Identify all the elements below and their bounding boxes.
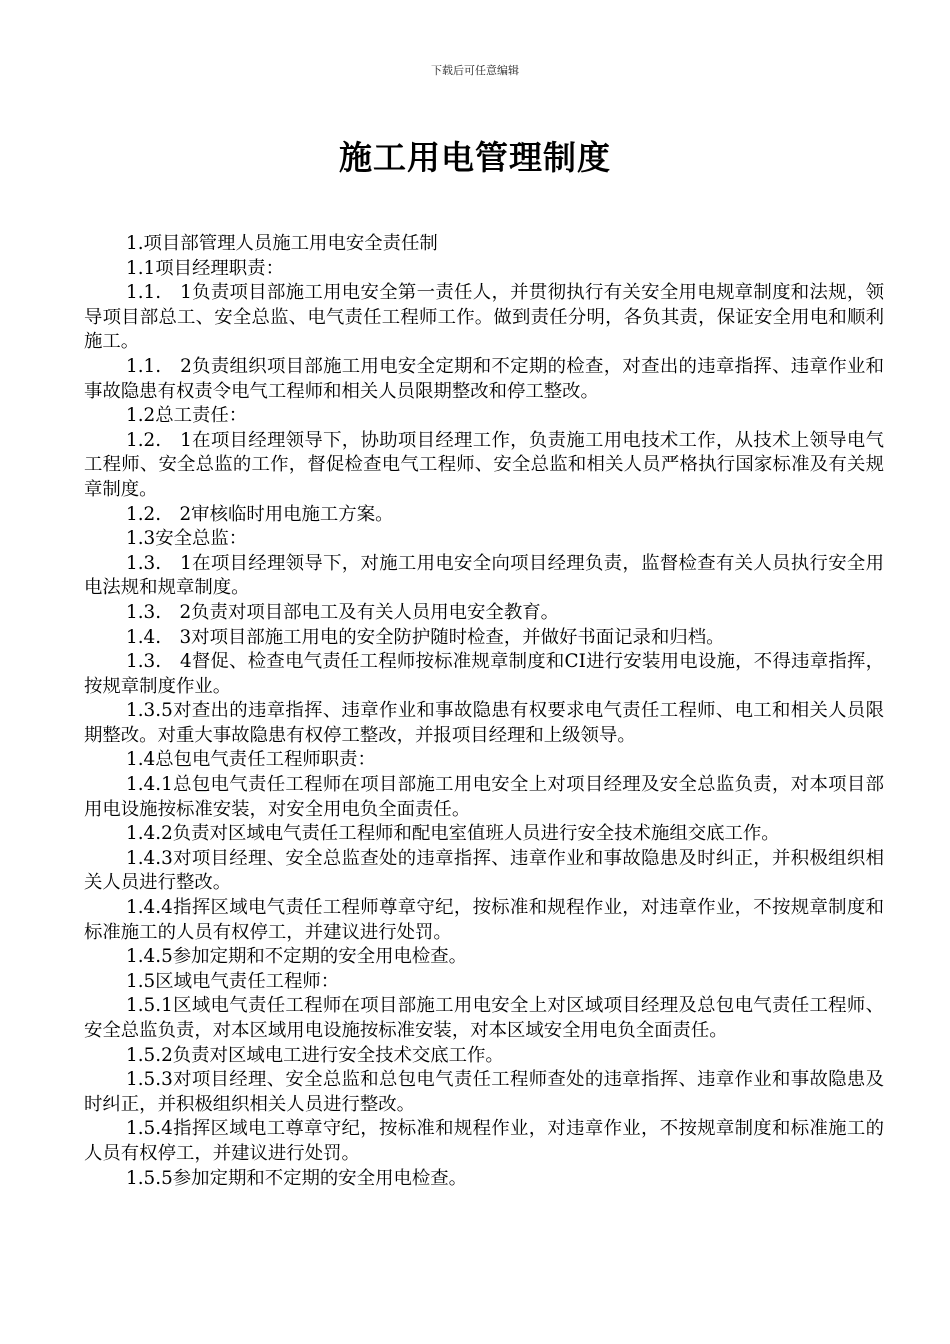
paragraph: 1.4. 3对项目部施工用电的安全防护随时检查，并做好书面记录和归档。 [126,626,725,648]
paragraph: 1.5.1区域电气责任工程师在项目部施工用电安全上对区域项目经理及总包电气责任工程师、安全总监负责，对本区域用电设施按标准安装，对本区域安全用电负全面责任。 [84,995,884,1041]
subsection-heading: 1.2总工责任： [126,405,248,427]
paragraph: 1.4.5参加定期和不定期的安全用电检查。 [126,946,468,968]
document-title: 施工用电管理制度 [339,138,611,177]
subsection-heading: 1.5区域电气责任工程师： [126,970,340,992]
paragraph: 1.1. 1负责项目部施工用电安全第一责任人，并贯彻执行有关安全用电规章制度和法规，领导项目部总工、安全总监、电气责任工程师工作。做到责任分明，各负其责，保证安全用电和顺利施工。 [84,282,884,353]
page-header-note: 下载后可任意编辑 [431,64,519,77]
paragraph: 1.5.2负责对区域电工进行安全技术交底工作。 [126,1044,504,1066]
paragraph: 1.3. 2负责对项目部电工及有关人员用电安全教育。 [126,601,559,623]
paragraph: 1.1. 2负责组织项目部施工用电安全定期和不定期的检查，对查出的违章指挥、违章作业和事故隐患有权责令电气工程师和相关人员限期整改和停工整改。 [84,355,884,402]
subsection-heading: 1.4总包电气责任工程师职责： [126,749,376,771]
paragraph: 1.4.3对项目经理、安全总监查处的违章指挥、违章作业和事故隐患及时纠正，并积极组织相关人员进行整改。 [84,847,884,894]
paragraph: 1.5.3对项目经理、安全总监和总包电气责任工程师查处的违章指挥、违章作业和事故隐患及时纠正，并积极组织相关人员进行整改。 [84,1069,884,1115]
paragraph: 1.2. 2审核临时用电施工方案。 [126,503,394,525]
paragraph: 1.2. 1在项目经理领导下，协助项目经理工作，负责施工用电技术工作，从技术上领导电气工程师、安全总监的工作，督促检查电气工程师、安全总监和相关人员严格执行国家标准及有关规章制度。 [84,429,884,500]
document-body [84,232,884,1191]
section-heading: 1.项目部管理人员施工用电安全责任制 [126,233,438,254]
paragraph: 1.4.2负责对区域电气责任工程师和配电室值班人员进行安全技术施组交底工作。 [126,823,780,845]
paragraph: 1.4.1总包电气责任工程师在项目部施工用电安全上对项目经理及安全总监负责，对本项目部用电设施按标准安装，对安全用电负全面责任。 [84,774,884,820]
paragraph: 1.5.4指挥区域电工尊章守纪，按标准和规程作业，对违章作业，不按规章制度和标准施工的人员有权停工，并建议进行处罚。 [84,1118,884,1164]
paragraph: 1.3. 1在项目经理领导下，对施工用电安全向项目经理负责，监督检查有关人员执行安全用电法规和规章制度。 [84,552,884,599]
paragraph: 1.3.5对查出的违章指挥、违章作业和事故隐患有权要求电气责任工程师、电工和相关人员限期整改。对重大事故隐患有权停工整改，并报项目经理和上级领导。 [84,700,884,746]
subsection-heading: 1.3安全总监： [126,528,248,550]
paragraph: 1.3. 4督促、检查电气责任工程师按标准规章制度和CI进行安装用电设施，不得违章指挥，按规章制度作业。 [84,651,884,697]
paragraph: 1.5.5参加定期和不定期的安全用电检查。 [126,1167,468,1189]
subsection-heading: 1.1项目经理职责： [126,257,284,279]
paragraph: 1.4.4指挥区域电气责任工程师尊章守纪，按标准和规程作业，对违章作业，不按规章制度和标准施工的人员有权停工，并建议进行处罚。 [84,897,884,943]
